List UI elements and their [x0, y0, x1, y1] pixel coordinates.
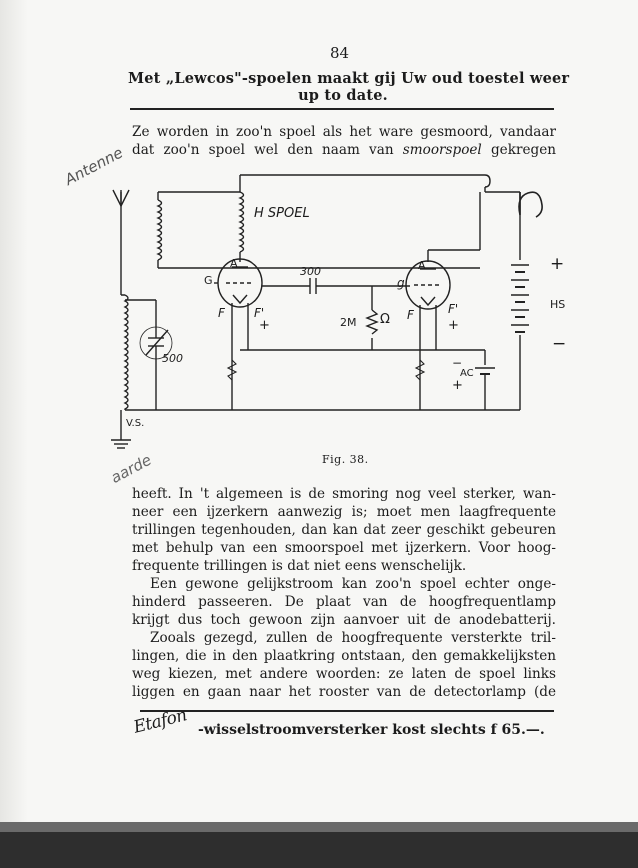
intro-line-2-start: dat zoo'n spoel wel den naam van — [132, 142, 403, 158]
label-ac: AC — [460, 368, 474, 379]
body-line: krijgt dus toch gewoon zijn aanvoer uit de anodebatterij. — [132, 612, 556, 628]
body-line: met behulp van een smoorspoel met ijzerkern. Voor hoog- — [132, 540, 556, 556]
label-f1: F — [218, 306, 225, 320]
label-plus-2: + — [448, 318, 459, 333]
scan-bottom-edge — [0, 822, 638, 868]
label-ac-minus: − — [452, 356, 463, 370]
intro-line-1: Ze worden in zoo'n spoel als het ware gesmoord, vandaar — [132, 124, 556, 140]
body-line: Een gewone gelijkstroom kan zoo'n spoel echter onge- — [150, 576, 556, 592]
label-h-spoel: H SPOEL — [254, 206, 310, 221]
label-ohm: Ω — [380, 312, 390, 327]
label-cap-300: 300 — [300, 265, 321, 278]
label-ht-minus: − — [552, 334, 567, 354]
body-line: hinderd passeeren. De plaat van de hoogfrequentlamp — [132, 594, 556, 610]
figure-caption: Fig. 38. — [322, 453, 369, 466]
label-cap-500: 500 — [162, 352, 183, 365]
body-line: neer een ijzerkern aanwezig is; moet men laagfrequente — [132, 504, 556, 520]
body-line: trillingen tegenhouden, dan kan dat zeer geschikt gebeuren — [132, 522, 556, 538]
label-a2: A — [418, 259, 426, 272]
label-plus-1: + — [259, 318, 270, 333]
body-text — [132, 485, 556, 701]
body-line: frequente trillingen is dat niet eens wenschelijk. — [132, 558, 467, 574]
body-line: Zooals gezegd, zullen de hoogfrequente versterkte tril- — [150, 630, 556, 646]
label-ac-plus: + — [452, 378, 463, 393]
label-f1-prime: F' — [254, 306, 265, 320]
intro-italic-term: smoorspoel — [402, 142, 482, 158]
body-line: liggen en gaan naar het rooster van de detectorlamp (de — [132, 684, 556, 700]
page-number: 84 — [330, 44, 350, 62]
label-g-small: g — [397, 276, 405, 290]
body-line: lingen, die in den plaatkring ontstaan, den gemakkelijksten — [132, 648, 556, 664]
body-line: weg kiezen, met andere woorden: ze laten de spoel links — [132, 666, 556, 682]
label-2m: 2M — [340, 316, 357, 329]
footer-text: -wisselstroomversterker kost slechts f 65.—. — [198, 722, 545, 738]
label-vs: V.S. — [126, 418, 145, 429]
footer-rule — [140, 710, 554, 712]
body-line: heeft. In 't algemeen is de smoring nog veel sterker, wan- — [132, 486, 556, 502]
title-line-2: up to date. — [298, 87, 388, 104]
label-aarde: aarde — [107, 450, 155, 487]
title-line-1: Met „Lewcos"-spoelen maakt gij Uw oud toestel weer — [128, 70, 570, 87]
etafon-logo-text: Etafon — [131, 705, 189, 738]
label-antenne: Antenne — [61, 143, 126, 189]
label-g: G — [204, 274, 213, 287]
label-hs: HS — [550, 298, 566, 311]
footer-advert — [131, 705, 560, 758]
label-ht-plus: + — [550, 254, 565, 274]
label-a1: A — [230, 257, 238, 270]
intro-line-2-end: gekregen — [481, 142, 556, 158]
label-f2-prime: F' — [448, 302, 459, 316]
label-f2: F — [407, 308, 414, 322]
